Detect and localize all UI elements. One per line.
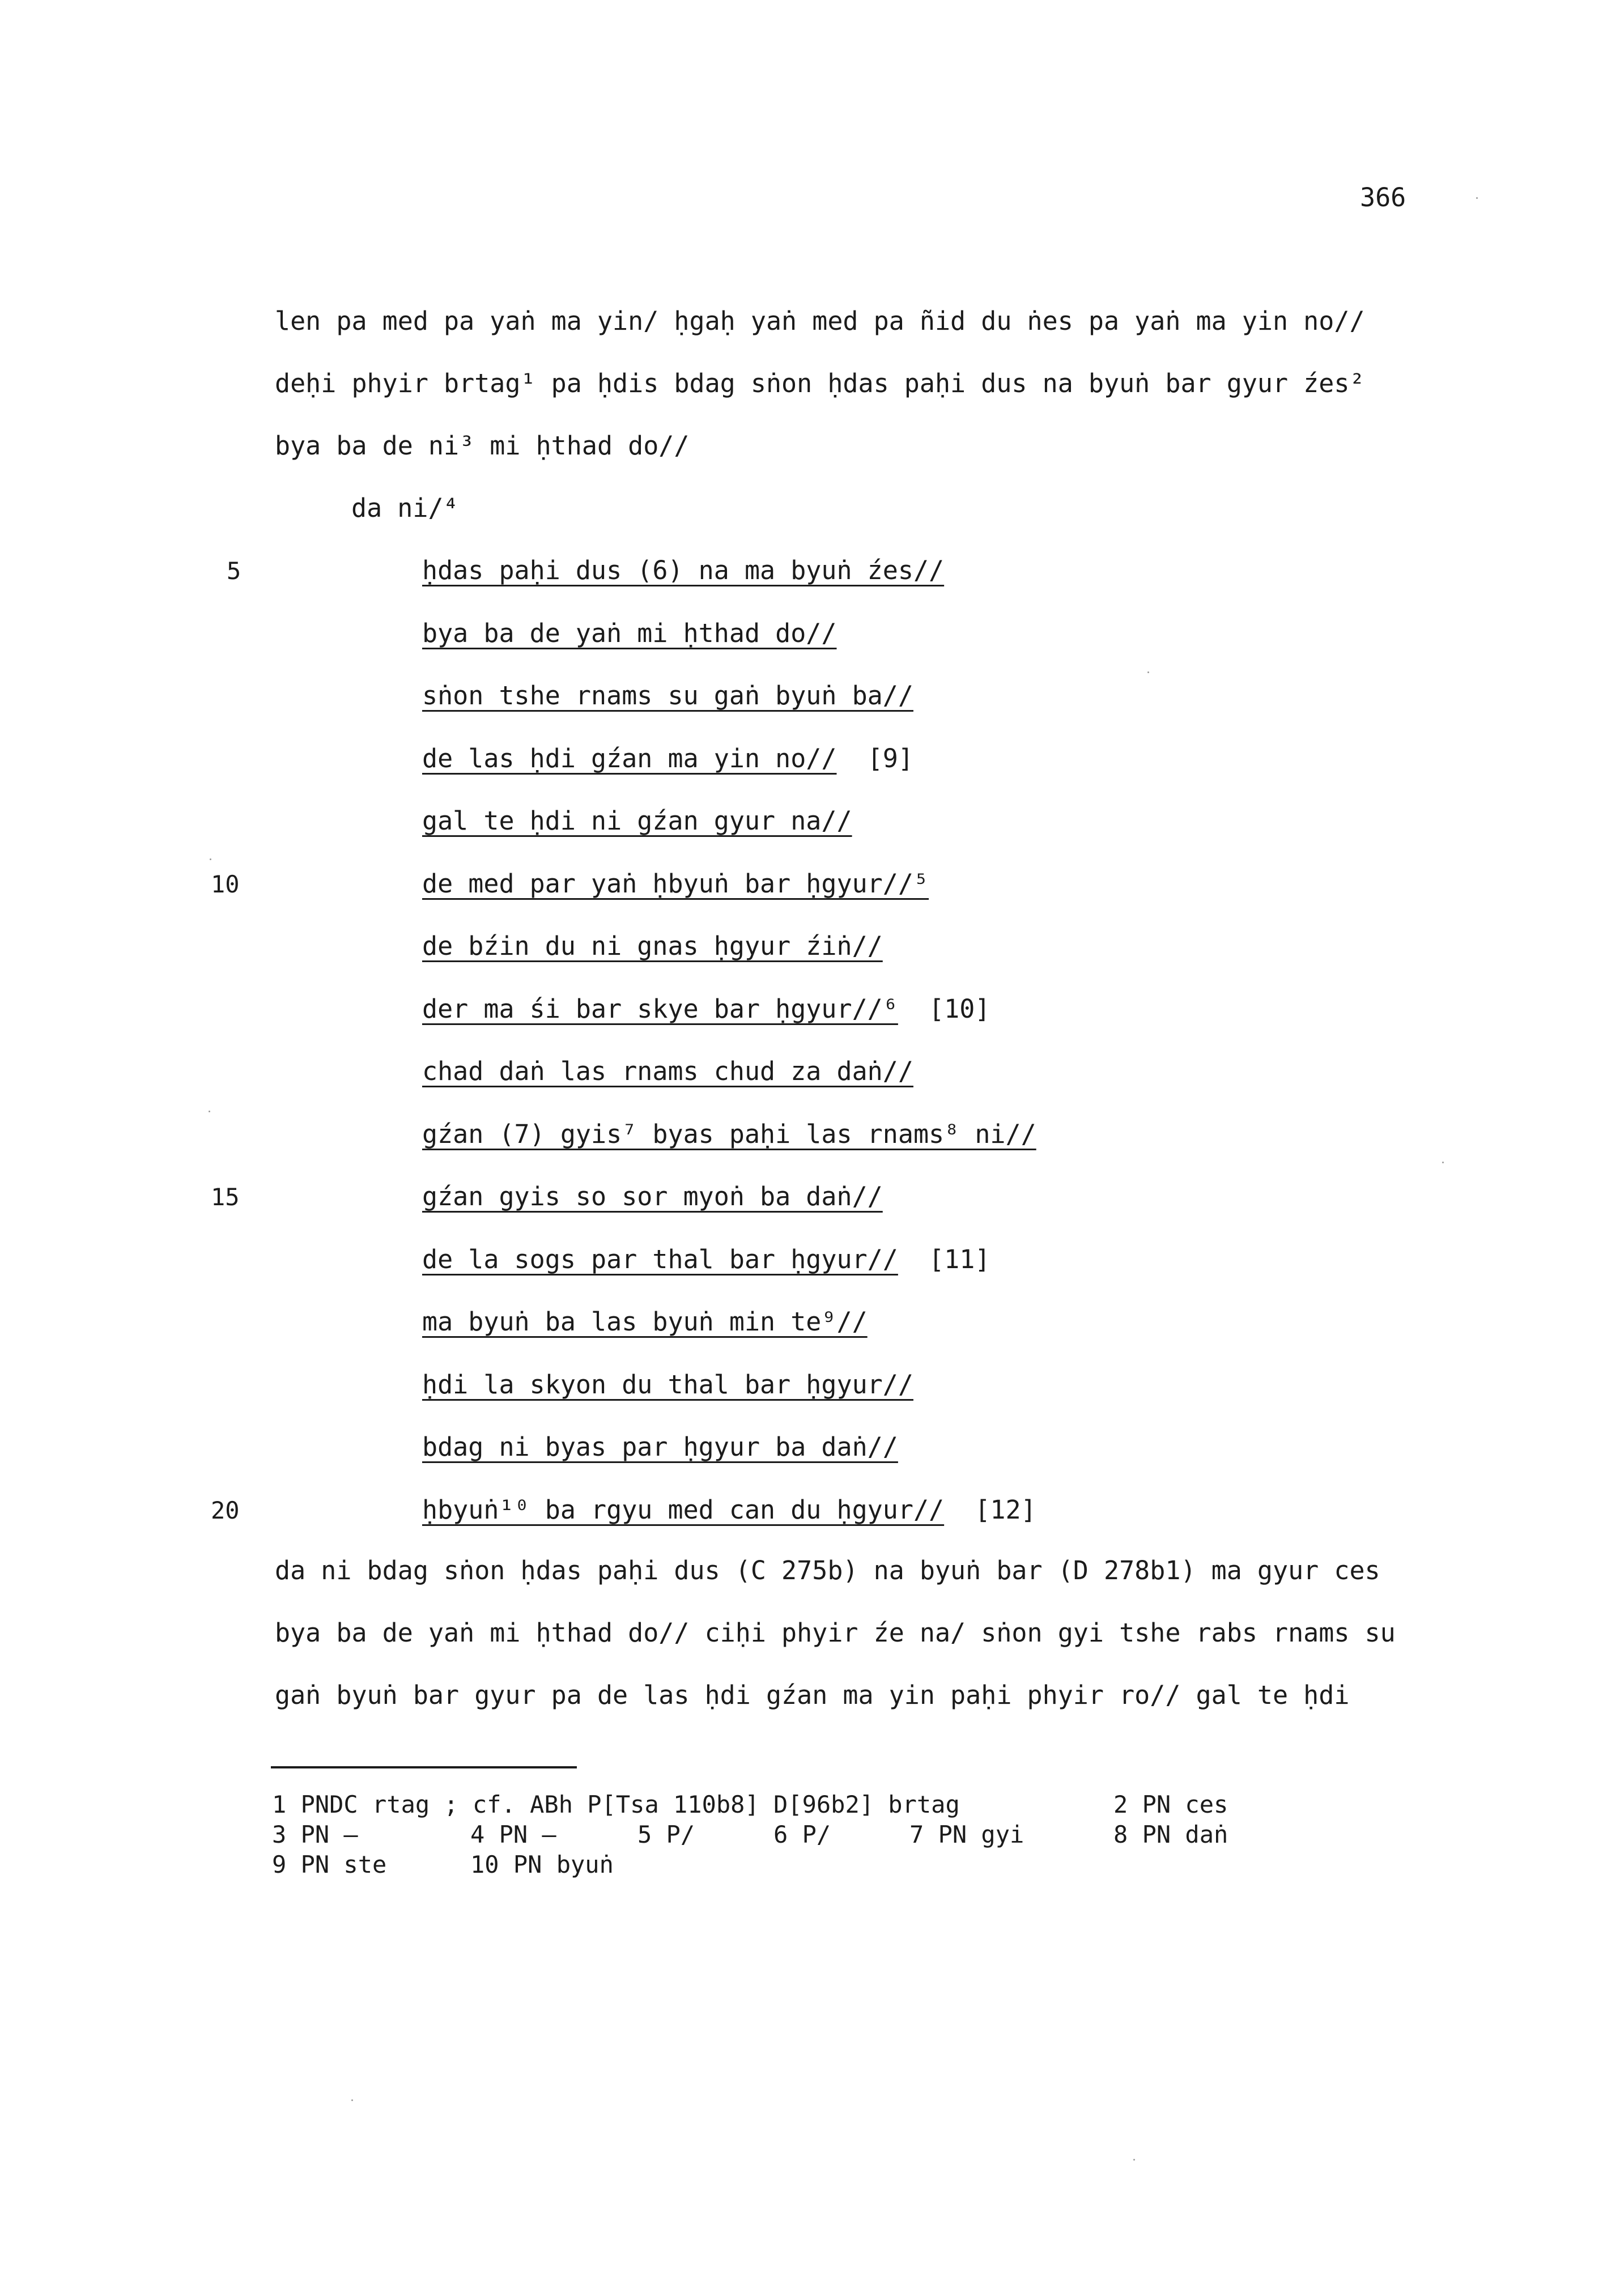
scan-speck	[1476, 197, 1478, 199]
verse-text: der ma śi bar skye bar ḥgyur//⁶	[422, 994, 898, 1024]
body-line: da ni bdag sṅon ḥdas paḥi dus (C 275b) na byuṅ bar (D 278b1) ma gyur ces	[275, 1555, 1380, 1585]
footnote-rule	[271, 1766, 577, 1768]
scan-speck	[1442, 1162, 1444, 1163]
line-number: 20	[211, 1496, 240, 1524]
footnote: 10 PN byuṅ	[470, 1851, 614, 1878]
verse-text: bya ba de yaṅ mi ḥthad do//	[422, 618, 837, 648]
footnote: 7 PN gyi	[909, 1821, 1024, 1848]
verse-gap	[898, 994, 929, 1024]
verse-text: de bźin du ni gnas ḥgyur źiṅ//	[422, 931, 883, 961]
body-line: gaṅ byuṅ bar gyur pa de las ḥdi gźan ma yin paḥi phyir ro// gal te ḥdi	[275, 1680, 1350, 1710]
verse-text: sṅon tshe rnams su gaṅ byuṅ ba//	[422, 681, 913, 711]
verse-line	[422, 1370, 913, 1400]
verse-line	[422, 1307, 868, 1337]
verse-line	[422, 743, 913, 773]
scan-speck	[351, 2099, 353, 2101]
line-number: 5	[227, 557, 241, 585]
verse-text: gźan (7) gyis⁷ byas paḥi las rnams⁸ ni//	[422, 1119, 1036, 1149]
verse-line	[422, 555, 944, 585]
verse-line	[422, 806, 852, 836]
verse-line	[422, 931, 883, 961]
verse-line	[422, 1432, 898, 1462]
verse-line	[422, 994, 990, 1024]
footnote: 9 PN ste	[272, 1851, 387, 1878]
line-number: 10	[211, 870, 240, 898]
scan-speck	[209, 1111, 210, 1112]
verse-text: ḥdi la skyon du thal bar ḥgyur//	[422, 1370, 913, 1400]
verse-text: ḥbyuṅ¹⁰ ba rgyu med can du ḥgyur//	[422, 1495, 945, 1525]
verse-text: de med par yaṅ ḥbyuṅ bar ḥgyur//⁵	[422, 869, 929, 899]
footnote: 6 P/	[773, 1821, 831, 1848]
verse-line	[422, 869, 929, 899]
scan-speck	[1147, 671, 1149, 673]
verse-line	[422, 1119, 1036, 1149]
verse-text: bdag ni byas par ḥgyur ba daṅ//	[422, 1432, 898, 1462]
verse-line	[422, 618, 837, 648]
footnote: 1 PNDC rtag ; cf. ABh P[Tsa 110b8] D[96b2] brtag	[272, 1791, 960, 1818]
verse-gap	[944, 1495, 975, 1525]
verse-line	[422, 1495, 1036, 1525]
body-line: bya ba de ni³ mi ḥthad do//	[275, 431, 690, 461]
verse-reference: [9]	[867, 743, 913, 773]
verse-text: gal te ḥdi ni gźan gyur na//	[422, 806, 852, 836]
scan-speck	[1133, 2159, 1135, 2161]
verse-text: chad daṅ las rnams chud za daṅ//	[422, 1056, 913, 1086]
verse-text: gźan gyis so sor myoṅ ba daṅ//	[422, 1181, 883, 1211]
verse-line	[422, 681, 913, 711]
verse-reference: [12]	[975, 1495, 1036, 1525]
line-number: 15	[211, 1183, 240, 1211]
verse-text: de la sogs par thal bar ḥgyur//	[422, 1244, 898, 1274]
page-number: 366	[1360, 182, 1406, 212]
verse-gap	[898, 1244, 929, 1274]
body-line: deḥi phyir brtag¹ pa ḥdis bdag sṅon ḥdas paḥi dus na byuṅ bar gyur źes²	[275, 368, 1365, 398]
verse-text: ma byuṅ ba las byuṅ min te⁹//	[422, 1307, 868, 1337]
footnote: 3 PN —	[272, 1821, 358, 1848]
verse-text: de las ḥdi gźan ma yin no//	[422, 743, 837, 773]
scan-speck	[210, 858, 211, 860]
verse-reference: [11]	[929, 1244, 990, 1274]
footnote: 4 PN —	[470, 1821, 556, 1848]
footnote: 2 PN ces	[1113, 1791, 1228, 1818]
verse-line	[422, 1181, 883, 1211]
body-line: bya ba de yaṅ mi ḥthad do// ciḥi phyir źe na/ sṅon gyi tshe rabs rnams su	[275, 1618, 1396, 1648]
verse-gap	[837, 743, 868, 773]
footnote: 8 PN daṅ	[1113, 1821, 1228, 1848]
verse-line	[422, 1244, 990, 1274]
verse-reference: [10]	[929, 994, 990, 1024]
verse-text: ḥdas paḥi dus (6) na ma byuṅ źes//	[422, 555, 945, 585]
verse-line	[422, 1056, 913, 1086]
body-line: len pa med pa yaṅ ma yin/ ḥgaḥ yaṅ med pa ñid du ṅes pa yaṅ ma yin no//	[275, 306, 1365, 336]
footnote: 5 P/	[637, 1821, 695, 1848]
verse-intro: da ni/⁴	[351, 493, 459, 523]
